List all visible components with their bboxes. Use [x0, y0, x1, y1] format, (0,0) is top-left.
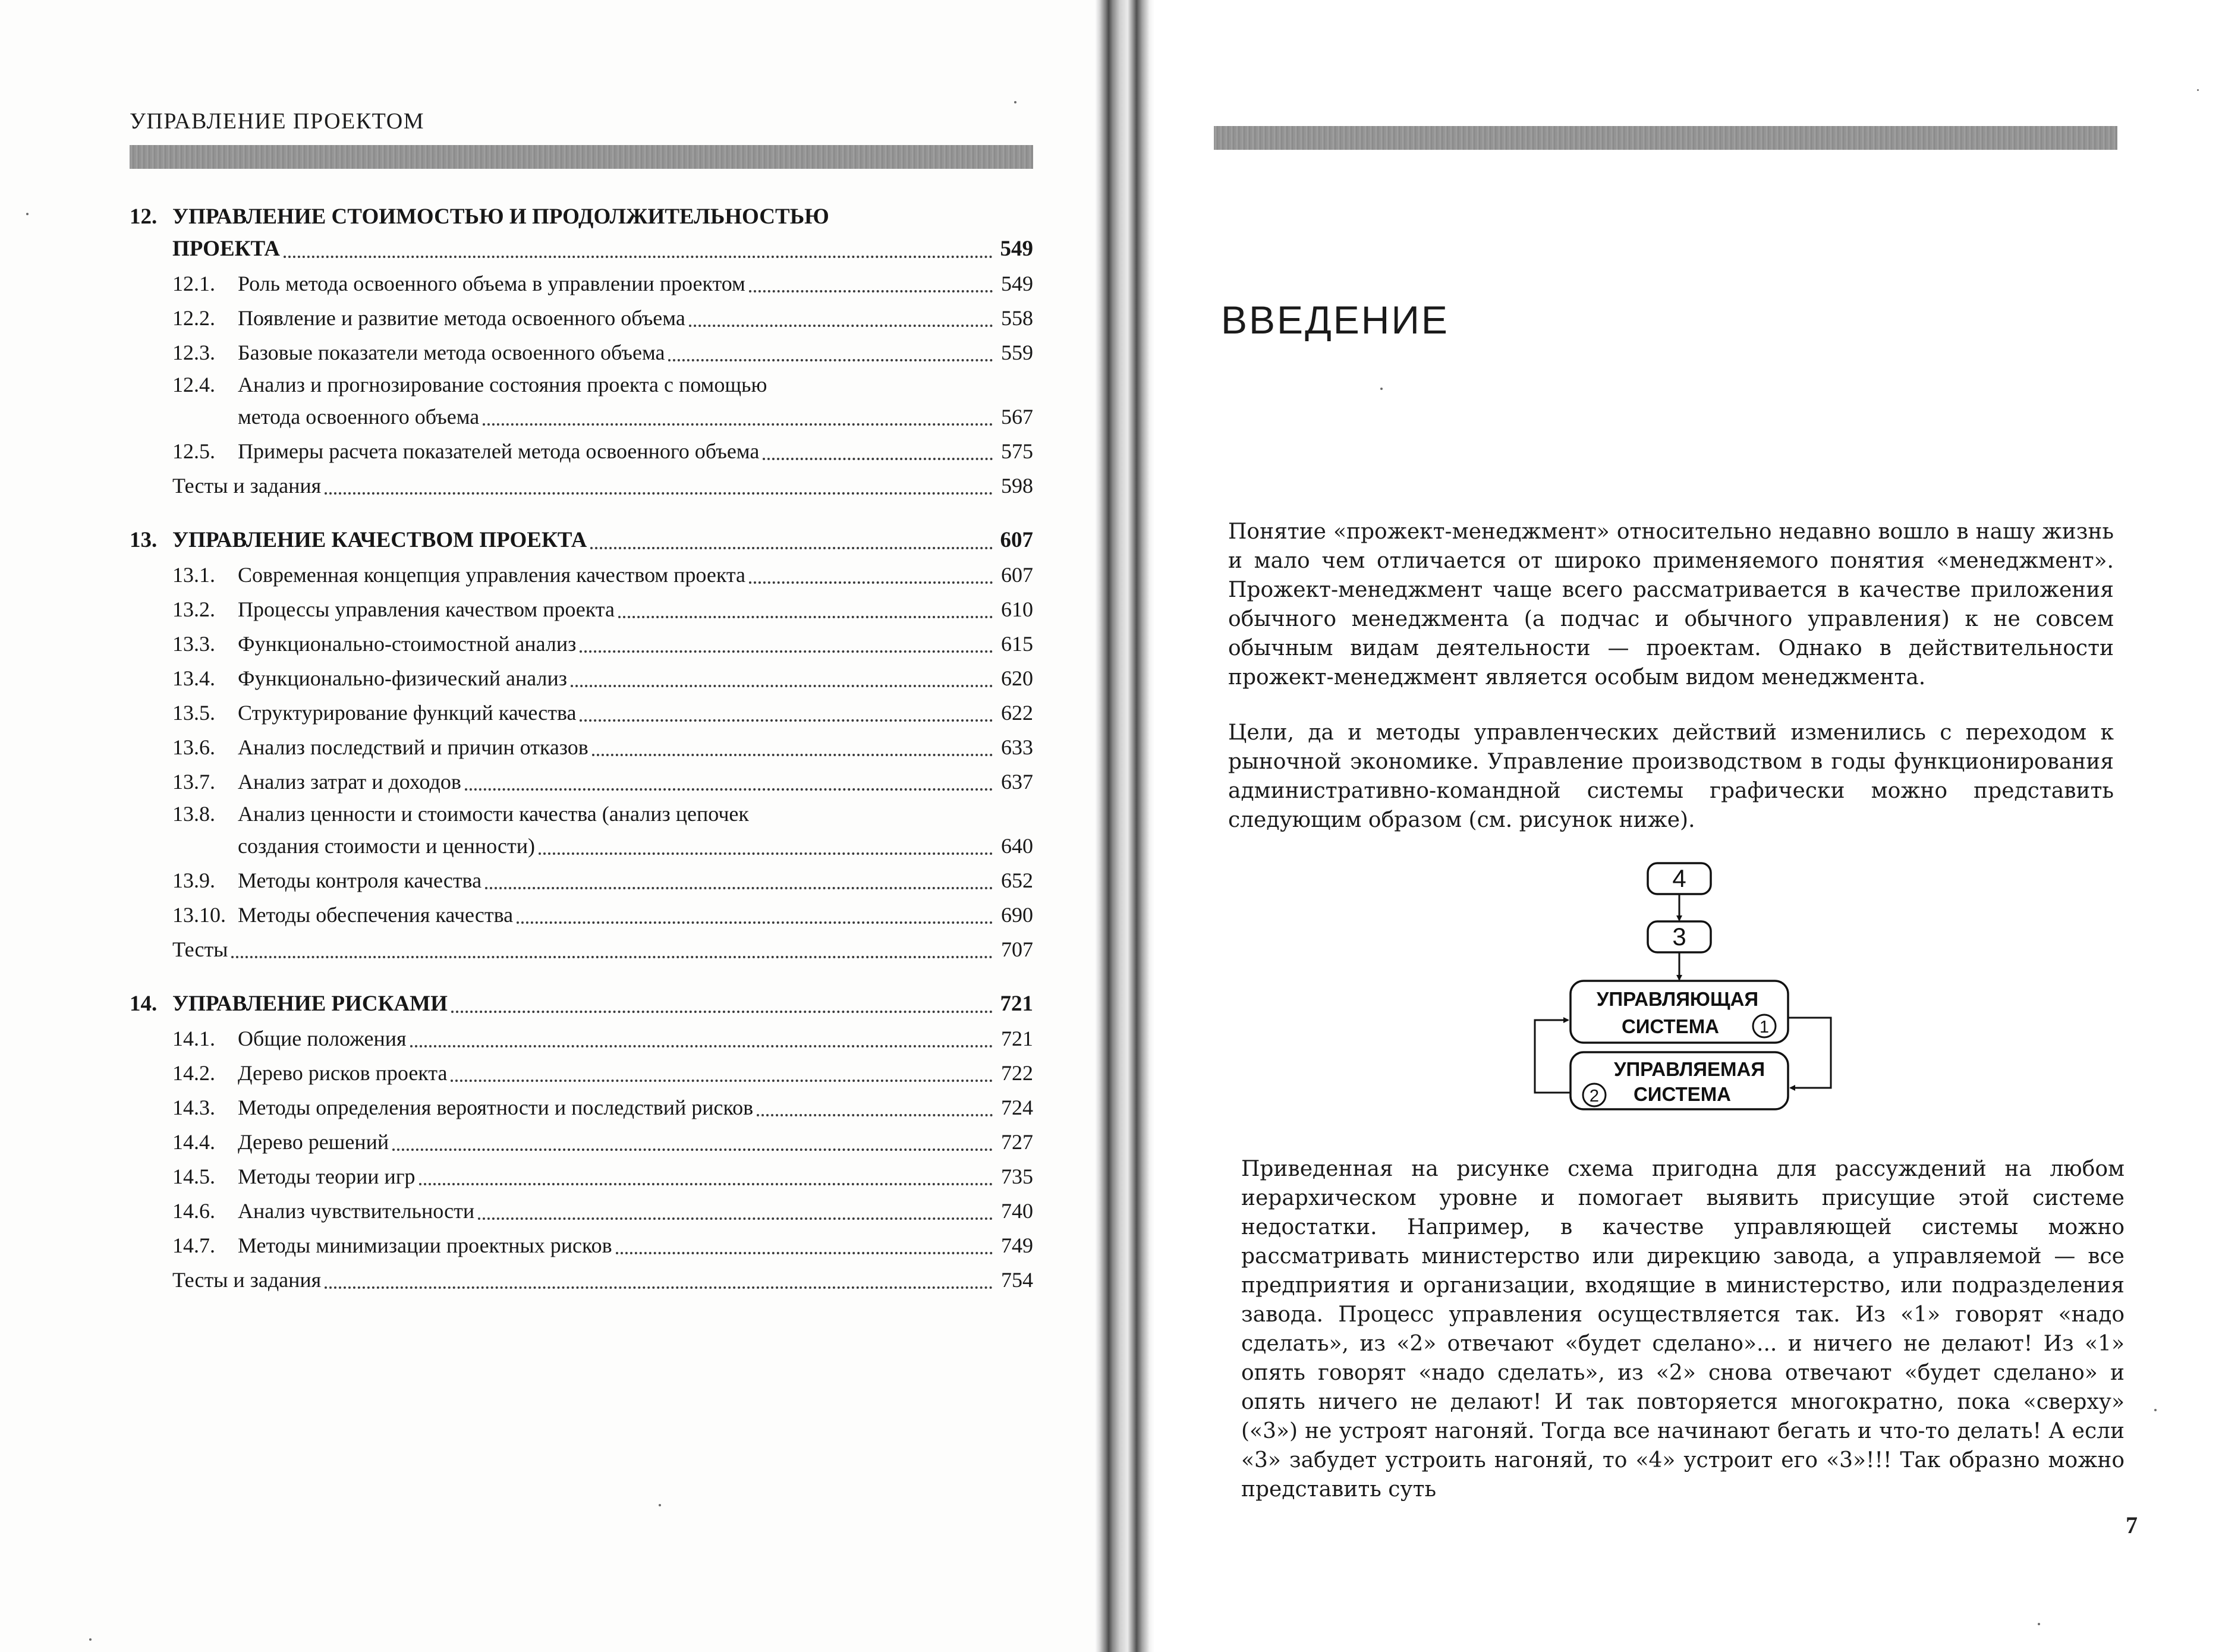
level-3-node: [1648, 921, 1711, 952]
toc-entry: [130, 434, 1033, 468]
page-ref: 622: [1001, 701, 1033, 725]
toc-chapter-12: [130, 202, 1033, 503]
table-of-contents: [130, 202, 1033, 1317]
page-ref: 707: [1001, 937, 1033, 961]
dot-leader: [763, 458, 993, 460]
dot-leader: [757, 1114, 993, 1116]
toc-entry: [130, 558, 1033, 592]
section-number: 14.4.: [172, 1130, 215, 1154]
toc-chapter-heading: [130, 523, 1033, 558]
toc-entry: [130, 764, 1033, 799]
header-rule: [130, 145, 1033, 169]
dot-leader: [668, 359, 993, 361]
page-ref: 722: [1001, 1061, 1033, 1085]
marker-1: 1: [1759, 1018, 1770, 1037]
dot-leader: [580, 650, 993, 653]
section-title-cont: создания стоимости и ценности): [238, 834, 535, 858]
controlling-system-node: [1570, 981, 1788, 1043]
section-number: 14.6.: [172, 1199, 215, 1223]
section-title: Появление и развитие метода освоенного объема: [238, 306, 685, 330]
toc-entry: [130, 799, 1033, 829]
page-ref: 640: [1001, 834, 1033, 858]
dot-leader: [618, 616, 993, 618]
page-ref: 620: [1001, 666, 1033, 690]
page-ref: 558: [1001, 306, 1033, 330]
section-number: 13.4.: [172, 666, 215, 690]
section-title-cont: метода освоенного объема: [238, 405, 480, 429]
page-ref: 610: [1001, 597, 1033, 621]
dot-leader: [325, 492, 993, 495]
toc-entry: [130, 932, 1033, 967]
toc-entry-cont: [130, 399, 1033, 434]
section-title: Тесты и задания: [172, 474, 322, 498]
body-paragraph: Цели, да и методы управленческих действий изменились с переходом к рыночной экономике. Управление производством в годы функционирования административно-командной системы графически можно представить следующим образом (см. рисунок ниже).: [1228, 720, 2114, 832]
scan-speck: [1014, 101, 1016, 103]
left-page: [0, 0, 1100, 1652]
section-title: Базовые показатели метода освоенного объема: [238, 341, 665, 364]
toc-entry: [130, 1194, 1033, 1228]
section-title: Методы контроля качества: [238, 869, 482, 892]
body-paragraph: Приведенная на рисунке схема пригодна для рассуждений на любом иерархическом уровне и помогает выявить присущие этой системе недостатки. Например, в качестве управляющей системы можно рассматривать министерство или дирекцию завода, а управляемой — все предприятия и организации, входящие в министерство, или подразделения завода. Процесс управления осуществляется так. Из «1» говорят «надо сделать», из «2» отвечают «будет сделано»... и ничего не делают! Из «1» опять говорят «надо сделать», из «2» снова отвечают «будет сделано» и опять ничего не делают! И так повторяется многократно, пока «сверху» («3») не устроят нагоняй. Тогда все начинают бегать и что-то делать! А если «3» забудет устроить нагоняй, то «4» устроит его «3»!!! Так образно можно представить суть: [1241, 1157, 2125, 1502]
section-title: Общие положения: [238, 1027, 407, 1050]
section-number: 13.8.: [172, 802, 215, 826]
dot-leader: [616, 1252, 993, 1254]
section-number: 13.7.: [172, 770, 215, 794]
section-title: Методы обеспечения качества: [238, 903, 514, 927]
toc-entry: [130, 370, 1033, 399]
toc-entry: [130, 266, 1033, 301]
section-number: 14.7.: [172, 1234, 215, 1257]
dot-leader: [325, 1286, 993, 1289]
chapter-title-cont: ПРОЕКТА: [172, 237, 281, 261]
controlled-label-2: СИСТЕМА: [1633, 1083, 1732, 1105]
chapter-title: УПРАВЛЕНИЕ КАЧЕСТВОМ ПРОЕКТА: [172, 528, 587, 552]
toc-entry: [130, 1021, 1033, 1056]
section-title: Современная концепция управления качеством проекта: [238, 563, 746, 587]
dot-leader: [592, 754, 993, 756]
section-title: Анализ и прогнозирование состояния проекта с помощью: [238, 373, 767, 397]
level-4-node: [1648, 863, 1711, 894]
toc-entry: [130, 1056, 1033, 1090]
level-3-label: 3: [1672, 923, 1686, 951]
scan-speck: [89, 1638, 92, 1641]
page-ref: 724: [1001, 1096, 1033, 1119]
scan-speck: [1380, 388, 1383, 390]
header-rule: [1214, 126, 2117, 150]
section-title: Структурирование функций качества: [238, 701, 577, 725]
section-number: 13.1.: [172, 563, 215, 587]
dot-leader: [483, 423, 993, 426]
page-ref: 549: [1001, 272, 1033, 295]
section-heading: ВВЕДЕНИЕ: [1221, 298, 1449, 342]
section-number: 13.9.: [172, 869, 215, 892]
controlled-system-node: [1570, 1052, 1788, 1109]
toc-entry: [130, 335, 1033, 370]
section-title: Анализ затрат и доходов: [238, 770, 461, 794]
chapter-title: УПРАВЛЕНИЕ РИСКАМИ: [172, 992, 448, 1016]
dot-leader: [451, 1080, 993, 1082]
dot-leader: [410, 1045, 993, 1047]
level-4-label: 4: [1672, 864, 1686, 892]
page-ref: 721: [1001, 1027, 1033, 1050]
section-title: Анализ чувствительности: [238, 1199, 475, 1223]
dot-leader: [231, 956, 993, 958]
section-title: Методы минимизации проектных рисков: [238, 1234, 612, 1257]
toc-entry: [130, 730, 1033, 764]
dot-leader: [465, 788, 993, 791]
dot-leader: [749, 290, 993, 292]
toc-chapter-heading: [130, 202, 1033, 232]
section-title: Примеры расчета показателей метода освоенного объема: [238, 439, 760, 463]
page-number: 7: [2126, 1512, 2138, 1538]
section-number: 13.10.: [172, 903, 226, 927]
scan-speck: [659, 1504, 661, 1506]
section-title: Анализ ценности и стоимости качества (анализ цепочек: [238, 802, 749, 826]
section-number: 14.2.: [172, 1061, 215, 1085]
section-title: Функционально-физический анализ: [238, 666, 567, 690]
page-ref: 727: [1001, 1130, 1033, 1154]
scan-speck: [2038, 1623, 2040, 1625]
controlled-label-1: УПРАВЛЯЕМАЯ: [1613, 1058, 1765, 1080]
chapter-number: 13.: [130, 528, 158, 552]
section-title: Тесты: [172, 937, 228, 961]
body-paragraph: Понятие «прожект-менеджмент» относительно недавно вошло в нашу жизнь и мало чем отличается от широко применяемого понятия «менеджмент». Прожект-менеджмент чаще всего рассматривается в качестве приложения обычного менеджмента (а подчас и обычного управления) к не совсем обычным видам деятельности — проектам. Однако в действительности прожект-менеджмент является особым видом менеджмента.: [1228, 520, 2114, 690]
toc-entry: [130, 863, 1033, 898]
chapter-number: 12.: [130, 204, 158, 229]
scan-speck: [26, 213, 29, 215]
section-title: Анализ последствий и причин отказов: [238, 735, 588, 759]
page-ref: 598: [1001, 474, 1033, 498]
toc-entry: [130, 301, 1033, 335]
section-number: 13.5.: [172, 701, 215, 725]
toc-entry: [130, 592, 1033, 627]
feedback-arrow-right: [1788, 1018, 1831, 1088]
page-ref: 690: [1001, 903, 1033, 927]
toc-entry: [130, 1228, 1033, 1263]
toc-chapter-heading-cont: [130, 232, 1033, 266]
controlling-label-2: СИСТЕМА: [1621, 1015, 1720, 1037]
page-ref: 607: [1001, 563, 1033, 587]
page-ref: 749: [1001, 1234, 1033, 1257]
page-ref: 549: [1000, 237, 1033, 261]
marker-2: 2: [1589, 1087, 1600, 1106]
page-ref: 652: [1001, 869, 1033, 892]
toc-entry: [130, 1159, 1033, 1194]
dot-leader: [539, 852, 993, 855]
page-ref: 735: [1001, 1165, 1033, 1188]
toc-chapter-heading: [130, 987, 1033, 1021]
section-number: 14.5.: [172, 1165, 215, 1188]
page-ref: 740: [1001, 1199, 1033, 1223]
toc-entry-cont: [130, 829, 1033, 863]
toc-chapter-13: [130, 523, 1033, 967]
chapter-title: УПРАВЛЕНИЕ СТОИМОСТЬЮ И ПРОДОЛЖИТЕЛЬНОСТЬЮ: [172, 204, 829, 229]
section-number: 12.3.: [172, 341, 215, 364]
section-title: Методы определения вероятности и последствий рисков: [238, 1096, 754, 1119]
dot-leader: [478, 1217, 993, 1220]
toc-entry: [130, 1263, 1033, 1297]
page-ref: 567: [1001, 405, 1033, 429]
controlling-label-1: УПРАВЛЯЮЩАЯ: [1596, 988, 1759, 1010]
page-ref: 754: [1001, 1268, 1033, 1292]
section-number: 13.3.: [172, 632, 215, 656]
toc-entry: [130, 661, 1033, 696]
page-ref: 615: [1001, 632, 1033, 656]
dot-leader: [284, 256, 993, 258]
section-number: 12.5.: [172, 439, 215, 463]
toc-entry: [130, 468, 1033, 503]
scan-speck: [2197, 89, 2199, 91]
section-number: 12.4.: [172, 373, 215, 397]
section-number: 14.3.: [172, 1096, 215, 1119]
dot-leader: [485, 887, 993, 889]
page-ref: 721: [1000, 992, 1033, 1016]
scan-speck: [2154, 1409, 2157, 1411]
section-number: 12.2.: [172, 306, 215, 330]
dot-leader: [689, 325, 993, 327]
toc-entry: [130, 627, 1033, 661]
section-title: Тесты и задания: [172, 1268, 322, 1292]
section-title: Функционально-стоимостной анализ: [238, 632, 577, 656]
book-spine: [1095, 0, 1154, 1652]
dot-leader: [419, 1183, 993, 1185]
toc-entry: [130, 696, 1033, 730]
page-ref: 575: [1001, 439, 1033, 463]
section-number: 14.1.: [172, 1027, 215, 1050]
dot-leader: [392, 1148, 993, 1151]
section-number: 13.6.: [172, 735, 215, 759]
section-title: Методы теории игр: [238, 1165, 416, 1188]
running-head: УПРАВЛЕНИЕ ПРОЕКТОМ: [130, 109, 425, 134]
dot-leader: [590, 547, 993, 549]
page-ref: 559: [1001, 341, 1033, 364]
section-number: 12.1.: [172, 272, 215, 295]
dot-leader: [749, 581, 993, 584]
dot-leader: [571, 685, 993, 687]
control-system-diagram: [1522, 856, 1843, 1112]
section-number: 13.2.: [172, 597, 215, 621]
toc-entry: [130, 1125, 1033, 1159]
section-title: Процессы управления качеством проекта: [238, 597, 615, 621]
toc-chapter-14: [130, 987, 1033, 1297]
dot-leader: [451, 1011, 993, 1013]
page-ref: 637: [1001, 770, 1033, 794]
dot-leader: [580, 719, 993, 722]
toc-entry: [130, 898, 1033, 932]
section-title: Дерево рисков проекта: [238, 1061, 448, 1085]
page-ref: 607: [1000, 528, 1033, 552]
section-title: Роль метода освоенного объема в управлении проектом: [238, 272, 745, 295]
feedback-arrow-left: [1535, 1020, 1570, 1093]
chapter-number: 14.: [130, 992, 158, 1016]
section-title: Дерево решений: [238, 1130, 389, 1154]
toc-entry: [130, 1090, 1033, 1125]
page-ref: 633: [1001, 735, 1033, 759]
dot-leader: [517, 921, 993, 924]
